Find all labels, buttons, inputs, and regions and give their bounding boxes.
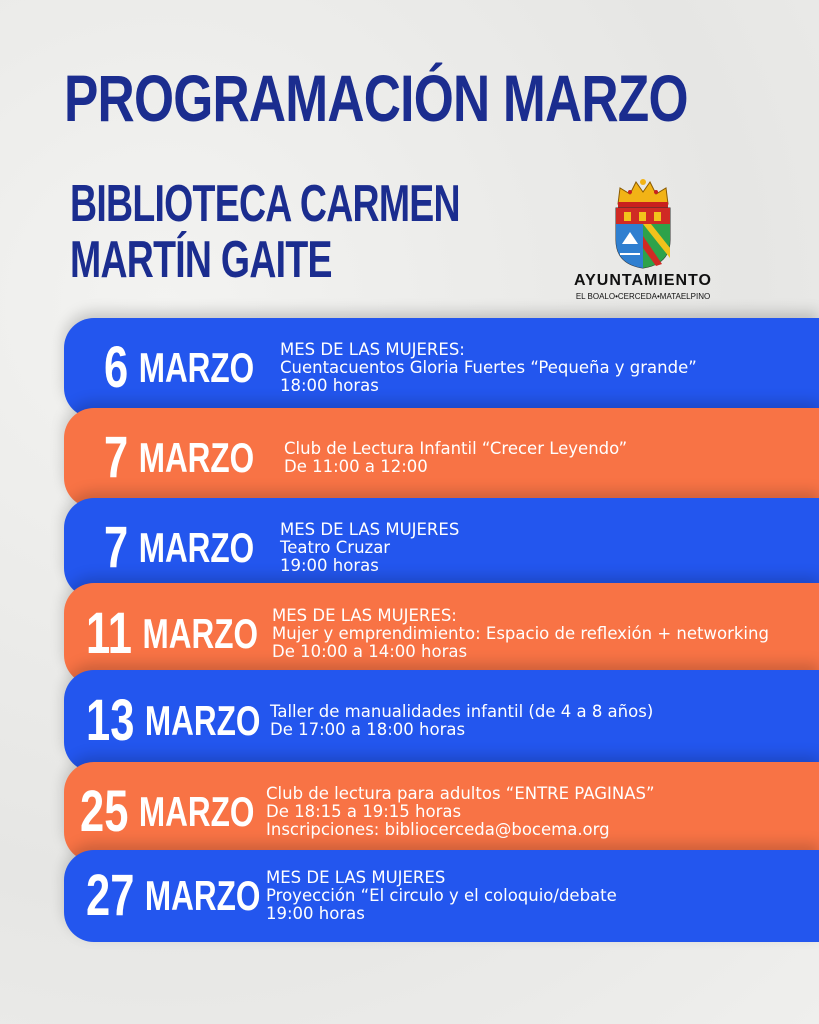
event-month: MARZO: [144, 872, 261, 919]
event-line: MES DE LAS MUJERES: [266, 868, 446, 887]
event-line: 19:00 horas: [266, 904, 365, 923]
event-line: 18:00 horas: [280, 376, 379, 395]
event-description: [270, 670, 653, 772]
event-line: De 11:00 a 12:00: [284, 457, 428, 476]
event-date: [104, 318, 254, 418]
ayuntamiento-logo: [563, 178, 723, 303]
event-line: MES DE LAS MUJERES:: [272, 606, 457, 625]
event-month: MARZO: [138, 344, 255, 391]
event-description: [266, 850, 617, 942]
event-day: 7: [104, 515, 129, 580]
event-line: Proyección “El circulo y el coloquio/debate: [266, 886, 617, 905]
event-month: MARZO: [138, 434, 255, 481]
event-month: MARZO: [144, 697, 261, 744]
event-day: 27: [86, 863, 135, 928]
event-date: [86, 670, 260, 772]
logo-name: AYUNTAMIENTO: [574, 272, 712, 289]
library-name: [70, 176, 460, 288]
event-month: MARZO: [138, 524, 255, 571]
event-line: Taller de manualidades infantil (de 4 a 8 años): [270, 702, 654, 721]
event-day: 7: [104, 425, 129, 490]
event-description: [266, 762, 655, 862]
event-line: De 10:00 a 14:00 horas: [272, 642, 468, 661]
event-line: Cuentacuentos Gloria Fuertes “Pequeña y grande”: [280, 358, 697, 377]
event-day: 11: [86, 601, 132, 666]
event-line: MES DE LAS MUJERES:: [280, 340, 465, 359]
event-day: 13: [86, 688, 135, 753]
event-date: [86, 850, 260, 942]
event-date: [104, 408, 254, 508]
library-name-line-2: MARTÍN GAITE: [70, 231, 332, 289]
event-month: MARZO: [138, 788, 255, 835]
event-line: Club de lectura para adultos “ENTRE PAGINAS”: [266, 784, 655, 803]
coat-of-arms-icon: [610, 178, 676, 270]
event-band: [64, 408, 819, 508]
event-line: 19:00 horas: [280, 556, 379, 575]
event-date: [80, 762, 254, 862]
event-line: Teatro Cruzar: [280, 538, 391, 557]
event-line: De 18:15 a 19:15 horas: [266, 802, 462, 821]
event-description: [280, 318, 697, 418]
event-line: Mujer y emprendimiento: Espacio de reflexión + networking: [272, 624, 769, 643]
event-band: [64, 318, 819, 418]
logo-subtitle: EL BOALO•CERCEDA•MATAELPINO: [575, 292, 711, 301]
event-band: [64, 762, 819, 862]
event-band: [64, 670, 819, 772]
event-day: 25: [80, 779, 129, 844]
event-line: De 17:00 a 18:00 horas: [270, 720, 466, 739]
event-line: MES DE LAS MUJERES: [280, 520, 460, 539]
page-title: PROGRAMACIÓN MARZO: [64, 61, 688, 135]
event-description: [284, 408, 627, 508]
library-name-line-1: BIBLIOTECA CARMEN: [70, 175, 460, 233]
event-line: Club de Lectura Infantil “Crecer Leyendo”: [284, 439, 628, 458]
event-day: 6: [104, 335, 129, 400]
event-line: Inscripciones: bibliocerceda@bocema.org: [266, 820, 610, 839]
event-month: MARZO: [142, 610, 258, 657]
event-band: [64, 850, 819, 942]
